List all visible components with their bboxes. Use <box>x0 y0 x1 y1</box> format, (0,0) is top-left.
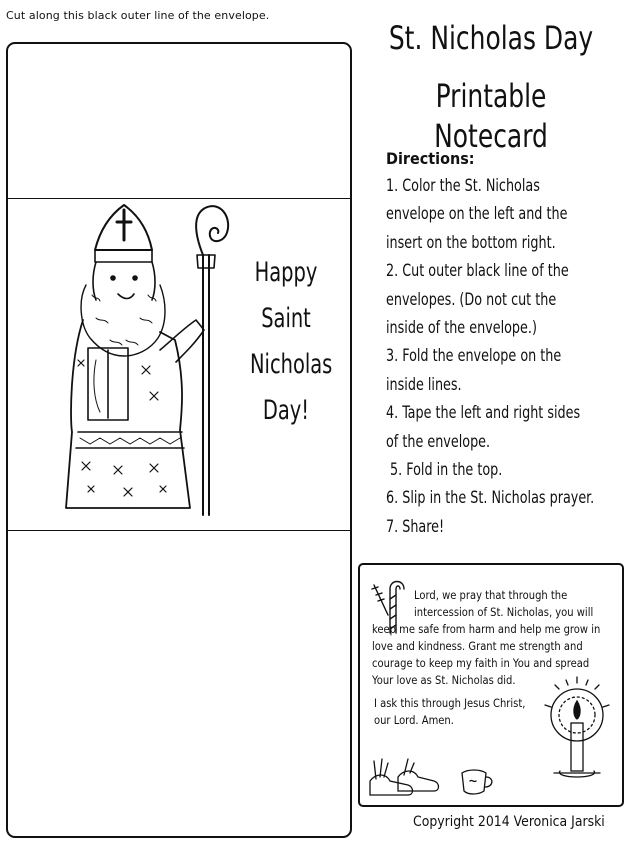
direction-line: envelope on the left and the <box>386 204 568 224</box>
prayer-insert <box>358 563 624 807</box>
direction-line: 4. Tape the left and right sides <box>386 403 581 423</box>
direction-line: of the envelope. <box>386 431 491 451</box>
greeting-line: Nicholas <box>250 349 333 380</box>
directions <box>386 146 626 541</box>
prayer-line: keep me safe from harm and help me grow in <box>372 622 601 636</box>
direction-line: 7. Share! <box>386 516 445 536</box>
direction-line: 2. Cut outer black line of the <box>386 261 569 281</box>
directions-heading: Directions: <box>386 149 475 168</box>
prayer-line: love and kindness. Grant me strength and <box>372 639 583 653</box>
direction-line: insert on the bottom right. <box>386 232 556 252</box>
title-line-1: St. Nicholas Day <box>388 19 594 57</box>
prayer-line: intercession of St. Nicholas, you will <box>414 605 594 619</box>
direction-line: 3. Fold the envelope on the <box>386 346 562 366</box>
greeting-line: Day! <box>262 395 310 426</box>
direction-line: envelopes. (Do not cut the <box>386 289 557 309</box>
prayer-line: our Lord. Amen. <box>374 713 454 727</box>
greeting-text <box>250 250 333 434</box>
prayer-line: Lord, we pray that through the <box>414 588 568 602</box>
copyright: Copyright 2014 Veronica Jarski <box>413 814 605 830</box>
candle-icon <box>540 675 614 795</box>
greeting-line: Saint <box>261 303 311 334</box>
prayer-line: I ask this through Jesus Christ, <box>374 696 526 710</box>
direction-line: 6. Slip in the St. Nicholas prayer. <box>386 488 595 508</box>
title-line-2: Printable Notecard <box>434 77 548 155</box>
prayer-line: courage to keep my faith in You and spread <box>372 656 590 670</box>
shoes-and-mug-icon <box>368 751 508 801</box>
direction-line: 5. Fold in the top. <box>386 460 503 480</box>
direction-line: inside lines. <box>386 374 462 394</box>
prayer-line: Your love as St. Nicholas did. <box>372 673 516 687</box>
cut-instruction: Cut along this black outer line of the envelope. <box>6 9 270 22</box>
direction-line: inside of the envelope.) <box>386 318 537 338</box>
greeting-line: Happy <box>254 257 318 288</box>
direction-line: 1. Color the St. Nicholas <box>386 176 540 195</box>
